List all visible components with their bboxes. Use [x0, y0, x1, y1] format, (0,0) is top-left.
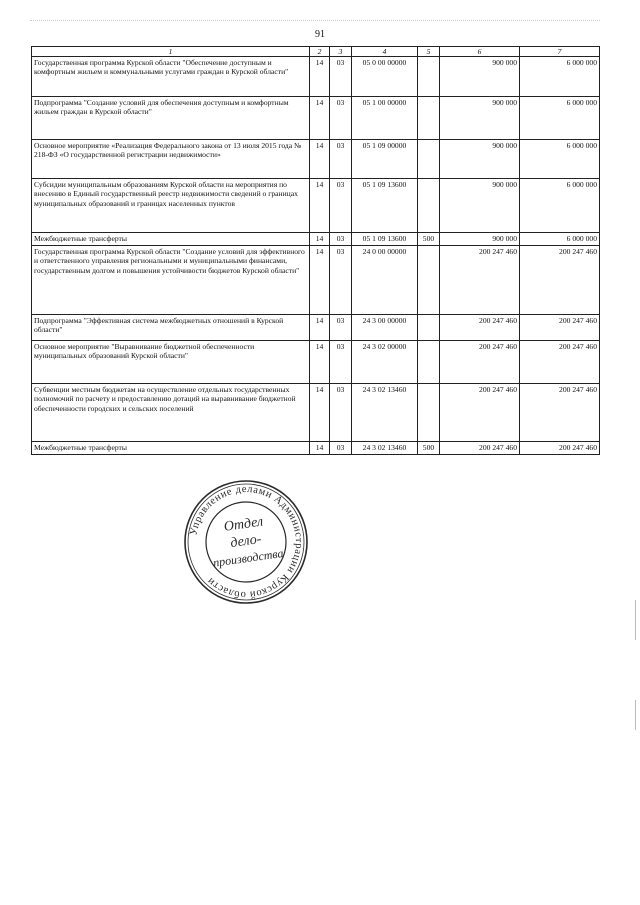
stamp-ring-text: Управление делами Администрации Курской области — [188, 483, 305, 601]
cell-amount-1: 900 000 — [440, 140, 520, 179]
cell-subsection: 03 — [330, 140, 352, 179]
cell-target-article: 05 1 09 13600 — [352, 179, 418, 233]
cell-name: Государственная программа Курской области "Обеспечение доступным и комфортным жильем и коммунальными услугами граждан в Курской области" — [32, 57, 310, 97]
cell-expense-type — [418, 341, 440, 384]
stamp-center-line-3: производства — [212, 545, 285, 570]
cell-target-article: 24 3 02 13460 — [352, 442, 418, 455]
cell-subsection: 03 — [330, 246, 352, 315]
cell-amount-1: 900 000 — [440, 97, 520, 140]
table-row — [32, 140, 600, 179]
scan-edge-mark — [635, 700, 636, 730]
cell-amount-2: 6 000 000 — [520, 140, 600, 179]
cell-amount-1: 900 000 — [440, 233, 520, 246]
cell-subsection: 03 — [330, 179, 352, 233]
cell-name: Подпрограмма "Эффективная система межбюджетных отношений в Курской области" — [32, 315, 310, 341]
cell-target-article: 24 3 02 00000 — [352, 341, 418, 384]
cell-amount-2: 200 247 460 — [520, 246, 600, 315]
header-cell-5: 5 — [418, 47, 440, 57]
cell-amount-1: 900 000 — [440, 179, 520, 233]
cell-amount-2: 200 247 460 — [520, 315, 600, 341]
header-cell-4: 4 — [352, 47, 418, 57]
cell-amount-1: 200 247 460 — [440, 246, 520, 315]
department-stamp — [182, 478, 310, 606]
cell-expense-type — [418, 246, 440, 315]
scan-artifact-line — [30, 20, 600, 22]
cell-target-article: 05 0 00 00000 — [352, 57, 418, 97]
table-row — [32, 315, 600, 341]
cell-target-article: 24 3 02 13460 — [352, 384, 418, 442]
cell-name: Подпрограмма "Создание условий для обеспечения доступным и комфортным жильем граждан в Курской области" — [32, 97, 310, 140]
table-row — [32, 341, 600, 384]
cell-expense-type — [418, 384, 440, 442]
stamp-center-line-2: дело- — [229, 531, 263, 552]
table-row — [32, 442, 600, 455]
cell-target-article: 24 0 00 00000 — [352, 246, 418, 315]
cell-expense-type — [418, 140, 440, 179]
header-cell-6: 6 — [440, 47, 520, 57]
cell-name: Основное мероприятие "Выравнивание бюджетной обеспеченности муниципальных образований Курской области" — [32, 341, 310, 384]
cell-subsection: 03 — [330, 233, 352, 246]
cell-amount-2: 6 000 000 — [520, 233, 600, 246]
table-row — [32, 97, 600, 140]
cell-amount-1: 200 247 460 — [440, 341, 520, 384]
table-row — [32, 246, 600, 315]
cell-amount-1: 200 247 460 — [440, 384, 520, 442]
table-row — [32, 57, 600, 97]
cell-amount-2: 6 000 000 — [520, 97, 600, 140]
budget-table — [31, 46, 600, 455]
cell-name: Субвенции местным бюджетам на осуществление отдельных государственных полномочий по расчету и предоставлению дотаций на выравнивание бюджетной обеспеченности городских и сельских поселений — [32, 384, 310, 442]
cell-target-article: 05 1 00 00000 — [352, 97, 418, 140]
cell-subsection: 03 — [330, 384, 352, 442]
cell-section: 14 — [310, 57, 330, 97]
cell-section: 14 — [310, 97, 330, 140]
table-row — [32, 179, 600, 233]
cell-expense-type: 500 — [418, 442, 440, 455]
cell-amount-1: 200 247 460 — [440, 442, 520, 455]
cell-subsection: 03 — [330, 97, 352, 140]
cell-amount-2: 200 247 460 — [520, 341, 600, 384]
cell-expense-type — [418, 179, 440, 233]
header-cell-7: 7 — [520, 47, 600, 57]
cell-name: Межбюджетные трансферты — [32, 233, 310, 246]
cell-section: 14 — [310, 442, 330, 455]
cell-subsection: 03 — [330, 341, 352, 384]
cell-name: Субсидии муниципальным образованиям Курской области на мероприятия по внесению в Единый государственный реестр недвижимости сведений о границах муниципальных образований и границах населенных пунктов — [32, 179, 310, 233]
cell-amount-2: 200 247 460 — [520, 442, 600, 455]
cell-amount-2: 200 247 460 — [520, 384, 600, 442]
header-cell-2: 2 — [310, 47, 330, 57]
cell-section: 14 — [310, 179, 330, 233]
header-cell-3: 3 — [330, 47, 352, 57]
cell-target-article: 05 1 09 13600 — [352, 233, 418, 246]
cell-target-article: 05 1 09 00000 — [352, 140, 418, 179]
cell-name: Основное мероприятие «Реализация Федерального закона от 13 июля 2015 года № 218-ФЗ «О государственной регистрации недвижимости» — [32, 140, 310, 179]
cell-target-article: 24 3 00 00000 — [352, 315, 418, 341]
cell-section: 14 — [310, 140, 330, 179]
cell-expense-type — [418, 57, 440, 97]
cell-section: 14 — [310, 341, 330, 384]
cell-section: 14 — [310, 315, 330, 341]
table-row — [32, 233, 600, 246]
cell-name: Государственная программа Курской области "Создание условий для эффективного и ответственного управления региональными и муниципальными финансами, государственным долгом и повышения устойчивости бюджетов Курской области" — [32, 246, 310, 315]
cell-amount-1: 900 000 — [440, 57, 520, 97]
table-header-row — [32, 47, 600, 57]
header-cell-1: 1 — [32, 47, 310, 57]
table-row — [32, 384, 600, 442]
cell-name: Межбюджетные трансферты — [32, 442, 310, 455]
cell-subsection: 03 — [330, 57, 352, 97]
cell-section: 14 — [310, 384, 330, 442]
cell-amount-2: 6 000 000 — [520, 179, 600, 233]
cell-section: 14 — [310, 233, 330, 246]
cell-expense-type — [418, 315, 440, 341]
cell-expense-type — [418, 97, 440, 140]
scan-edge-mark — [635, 600, 636, 640]
cell-expense-type: 500 — [418, 233, 440, 246]
cell-subsection: 03 — [330, 442, 352, 455]
cell-amount-2: 6 000 000 — [520, 57, 600, 97]
cell-section: 14 — [310, 246, 330, 315]
stamp-center-line-1: Отдел — [222, 514, 265, 535]
cell-subsection: 03 — [330, 315, 352, 341]
page-number: 91 — [315, 29, 325, 40]
cell-amount-1: 200 247 460 — [440, 315, 520, 341]
